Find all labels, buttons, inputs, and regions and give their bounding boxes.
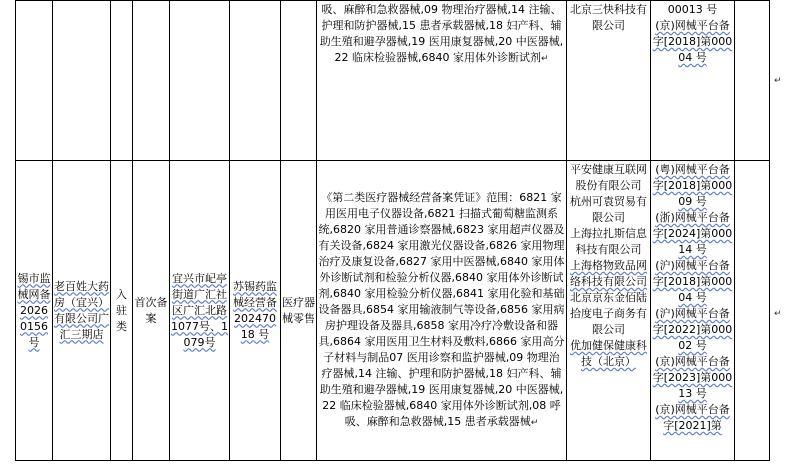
platform-name: 杭州可袁贸易有限公司	[570, 195, 647, 224]
record-number: 00013 号	[667, 3, 718, 16]
address-cell	[170, 1, 230, 161]
record-number-cell	[651, 1, 735, 161]
scope-cell	[317, 161, 567, 461]
category-cell	[281, 1, 317, 161]
platform-name: 优加健保健康科技（北京）	[570, 339, 647, 368]
license-cell: 苏锡药监械经营备 20247018 号	[230, 161, 281, 461]
category-cell: 医疗器械零售	[281, 161, 317, 461]
platform-cell	[567, 161, 651, 461]
platform-name: 上海格物致品网络科技有限公司	[570, 259, 647, 288]
platform-name: 北京三快科技有限公司	[570, 3, 647, 32]
company-cell: 老百姓大药房（宜兴）有限公司广汇三期店	[53, 161, 111, 461]
record-number: (粤)网械平台备字[2018]第00009 号	[652, 163, 733, 208]
platform-name: 北京京东金佰陆拾度电子商务有限公司	[570, 291, 647, 336]
table-row	[16, 161, 770, 461]
record-number: (京)网械平台备字[2023]第00013 号	[652, 355, 733, 400]
blank-cell	[735, 161, 770, 461]
record-number: (京)网械平台备字[2018]第00004 号	[652, 19, 733, 64]
platform-name: 上海拉扎斯信息科技有限公司	[570, 227, 647, 256]
scope-text: 《第二类医疗器械经营备案凭证》范围：6821 家用医用电子仪器设备,6821 扫描式葡萄糖监测系统,6820 家用普通诊察器械,6823 家用超声仪器及有关设备,6824 家用激光仪器设备,6826 家用物理治疗及康复设备,6827 家用中医器械,6840 家用体外诊断试剂和检验分析仪器,6840 家用体外诊断试剂,6840 家用检验分析仪器,6841 家用化验和基础设备器具,6854 家用输液制气等设备,6856 家用病房护理设备及器具,6858 家用冷疗冷敷设备和器具,6864 家用医用卫生材料及敷料,6866 家用高分子材料与制品07 医用诊察和监护器械,09 物理治疗器械,14 注输、护理和防护器械,18 妇产科、辅助生殖和避孕器械,19 医用康复器械,20 中医器械,22 临床检验器械,6840 家用体外诊断试剂,08 呼吸、麻醉和急救器械,15 患者承载器械	[318, 191, 565, 428]
mode-cell	[111, 1, 133, 161]
type-cell	[133, 1, 170, 161]
record-number: (沪)网械平台备字[2022]第00002 号	[652, 307, 733, 352]
platform-name: 平安健康互联网股份有限公司	[570, 163, 647, 192]
blank-cell	[735, 1, 770, 161]
city-record-cell	[16, 1, 53, 161]
record-number-cell	[651, 161, 735, 461]
address-cell: 宜兴市屺亭街道广汇社区广汇北路1077号、1079号	[170, 161, 230, 461]
type-cell: 首次备案	[133, 161, 170, 461]
record-number: (京)网械平台备字[2021]第	[655, 403, 730, 432]
mode-cell: 入驻类	[111, 161, 133, 461]
paragraph-mark-icon: ↵	[530, 418, 539, 428]
platform-cell	[567, 1, 651, 161]
scope-text: 吸、麻醉和急救器械,09 物理治疗器械,14 注输、护理和防护器械,15 患者承载器械,18 妇产科、辅助生殖和避孕器械,19 医用康复器械,20 中医器械,22 临床检验器械,6840 家用体外诊断试剂	[319, 3, 564, 64]
row-end-mark-icon: ↵	[774, 309, 782, 319]
table-row	[16, 1, 770, 161]
record-number: (沪)网械平台备字[2018]第00004 号	[652, 259, 733, 304]
license-cell	[230, 1, 281, 161]
record-number: (浙)网械平台备字[2024]第00014 号	[652, 211, 733, 256]
record-table	[15, 0, 770, 461]
paragraph-mark-icon: ↵	[540, 54, 549, 64]
city-record-cell: 锡市监械网备 20260156 号	[16, 161, 53, 461]
scope-cell	[317, 1, 567, 161]
company-cell	[53, 1, 111, 161]
row-end-mark-icon: ↵	[774, 76, 782, 86]
